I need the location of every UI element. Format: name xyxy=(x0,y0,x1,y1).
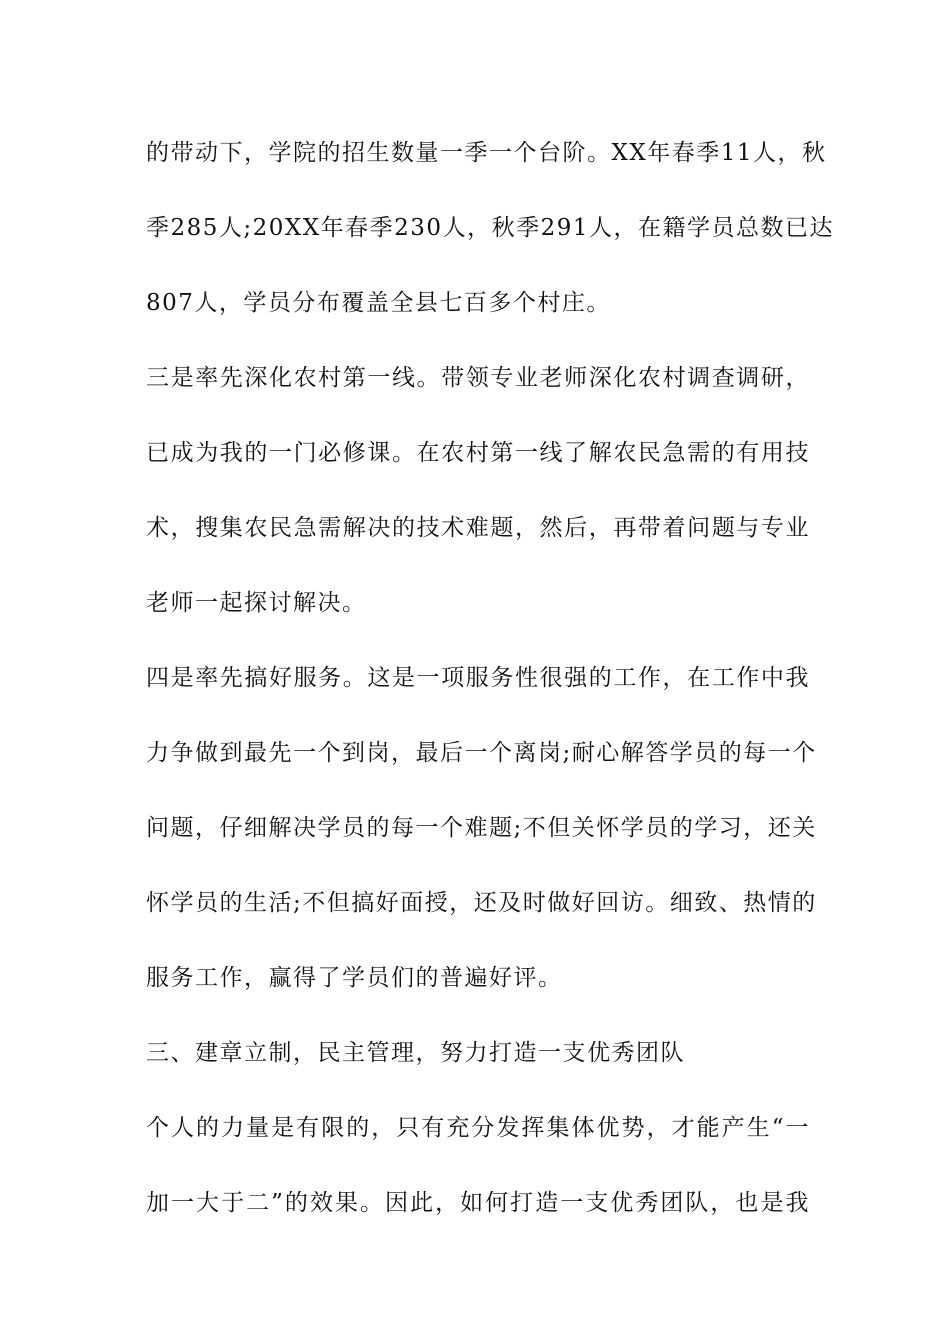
text-line: 服务工作，赢得了学员们的普遍好评。 xyxy=(146,965,563,991)
text-line: 个人的力量是有限的，只有充分发挥集体优势，才能产生“一 xyxy=(146,1115,810,1141)
text-line: 加一大于二”的效果。因此，如何打造一支优秀团队，也是我 xyxy=(146,1190,810,1216)
text-line: 三是率先深化农村第一线。带领专业老师深化农村调查调研， xyxy=(146,365,810,391)
text-line: 术，搜集农民急需解决的技术难题，然后，再带着问题与专业 xyxy=(146,515,810,541)
text-line: 已成为我的一门必修课。在农村第一线了解农民急需的有用技 xyxy=(146,440,810,466)
text-line: 807人，学员分布覆盖全县七百多个村庄。 xyxy=(146,290,611,316)
text-line: 的带动下，学院的招生数量一季一个台阶。XX年春季11人，秋 xyxy=(146,140,827,166)
text-line: 老师一起探讨解决。 xyxy=(146,590,367,616)
text-line: 怀学员的生活;不但搞好面授，还及时做好回访。细致、热情的 xyxy=(146,890,817,916)
text-line: 力争做到最先一个到岗，最后一个离岗;耐心解答学员的每一个 xyxy=(146,740,817,766)
text-line: 季285人;20XX年春季230人，秋季291人，在籍学员总数已达 xyxy=(146,215,834,241)
text-line: 四是率先搞好服务。这是一项服务性很强的工作，在工作中我 xyxy=(146,665,810,691)
section-heading: 三、建章立制，民主管理，努力打造一支优秀团队 xyxy=(146,1040,685,1066)
text-line: 问题，仔细解决学员的每一个难题;不但关怀学员的学习，还关 xyxy=(146,815,817,841)
